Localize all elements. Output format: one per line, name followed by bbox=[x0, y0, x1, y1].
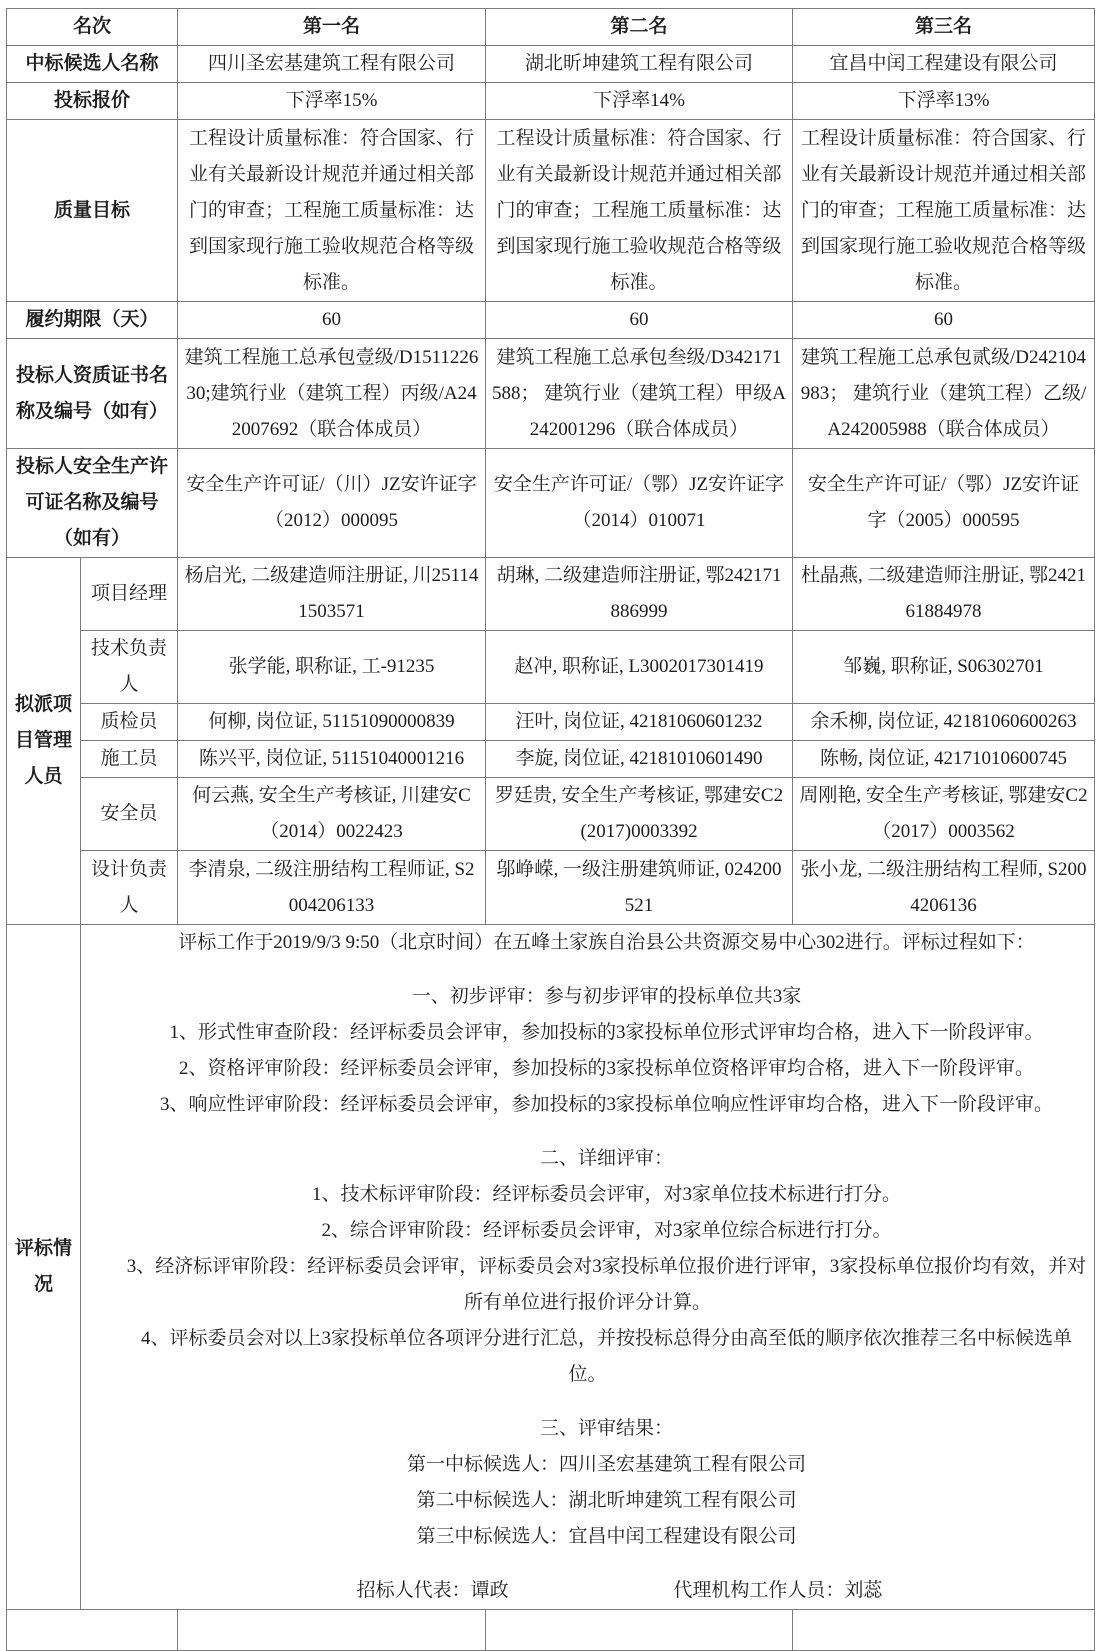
quality-label: 质量目标 bbox=[7, 120, 178, 302]
rank-col-second: 第二名 bbox=[486, 9, 793, 46]
qualification-value-1: 建筑工程施工总承包壹级/D151122630;建筑行业（建筑工程）丙级/A242007692（联合体成员） bbox=[178, 339, 486, 449]
personnel-role-builder: 施工员 bbox=[81, 741, 178, 778]
quality-value-3: 工程设计质量标准：符合国家、行业有关最新设计规范并通过相关部门的审查；工程施工质量标准：达到国家现行施工验收规范合格等级标准。 bbox=[793, 120, 1095, 302]
rank-col-third: 第三名 bbox=[793, 9, 1095, 46]
evaluation-blank-line bbox=[87, 961, 1088, 979]
table-row bbox=[7, 9, 1095, 46]
bid-price-value-2: 下浮率14% bbox=[486, 83, 793, 120]
table-row bbox=[7, 558, 1095, 631]
table-row bbox=[7, 83, 1095, 120]
evaluation-blank-line bbox=[87, 1393, 1088, 1411]
personnel-role-safety: 安全员 bbox=[81, 778, 178, 851]
qualification-value-3: 建筑工程施工总承包贰级/D242104983； 建筑行业（建筑工程）乙级/A242005988（联合体成员） bbox=[793, 339, 1095, 449]
personnel-safety-value-1: 何云燕, 安全生产考核证, 川建安C（2014）0022423 bbox=[178, 778, 486, 851]
quality-value-2: 工程设计质量标准：符合国家、行业有关最新设计规范并通过相关部门的审查；工程施工质量标准：达到国家现行施工验收规范合格等级标准。 bbox=[486, 120, 793, 302]
evaluation-line: 第二中标候选人：湖北昕坤建筑工程有限公司 bbox=[416, 1490, 797, 1511]
bid-price-label: 投标报价 bbox=[7, 83, 178, 120]
bidder-representative: 招标人代表：谭政 bbox=[356, 1580, 509, 1601]
evaluation-line: 1、形式性审查阶段：经评标委员会评审，参加投标的3家投标单位形式评审均合格，进入下一阶段评审。 bbox=[169, 1022, 1044, 1043]
personnel-qc-value-1: 何柳, 岗位证, 51151090000839 bbox=[178, 704, 486, 741]
table-row bbox=[7, 339, 1095, 449]
table-row bbox=[7, 302, 1095, 339]
personnel-builder-value-2: 李旋, 岗位证, 42181010601490 bbox=[486, 741, 793, 778]
personnel-role-tech-lead: 技术负责人 bbox=[81, 631, 178, 704]
partial-next-row bbox=[7, 1610, 1095, 1651]
evaluation-blank-line bbox=[87, 1555, 1088, 1573]
personnel-qc-value-3: 余禾柳, 岗位证, 42181060600263 bbox=[793, 704, 1095, 741]
duration-label: 履约期限（天） bbox=[7, 302, 178, 339]
personnel-tech-value-3: 邹巍, 职称证, S06302701 bbox=[793, 631, 1095, 704]
candidate-value-2: 湖北昕坤建筑工程有限公司 bbox=[486, 46, 793, 83]
evaluation-line: 3、响应性评审阶段：经评标委员会评审，参加投标的3家投标单位响应性评审均合格，进入下一阶段评审。 bbox=[160, 1094, 1054, 1115]
evaluation-line: 3、经济标评审阶段：经评标委员会评审，评标委员会对3家投标单位报价进行评审，3家投标单位报价均有效，并对所有单位进行报价评分计算。 bbox=[126, 1256, 1087, 1313]
agency-staff: 代理机构工作人员：刘蕊 bbox=[673, 1580, 883, 1601]
personnel-qc-value-2: 汪叶, 岗位证, 42181060601232 bbox=[486, 704, 793, 741]
rank-label: 名次 bbox=[7, 9, 178, 46]
evaluation-line: 1、技术标评审阶段：经评标委员会评审，对3家单位技术标进行打分。 bbox=[312, 1184, 902, 1205]
evaluation-footer-line bbox=[87, 1573, 1088, 1609]
table-row bbox=[7, 46, 1095, 83]
evaluation-line: 2、资格评审阶段：经评标委员会评审，参加投标的3家投标单位资格评审均合格，进入下一阶段评审。 bbox=[179, 1058, 1035, 1079]
evaluation-blank-line bbox=[87, 1123, 1088, 1141]
table-row bbox=[7, 120, 1095, 302]
personnel-manager-value-1: 杨启光, 二级建造师注册证, 川251141503571 bbox=[178, 558, 486, 631]
evaluation-line: 4、评标委员会对以上3家投标单位各项评分进行汇总，并按投标总得分由高至低的顺序依次推荐三名中标候选单位。 bbox=[141, 1328, 1073, 1385]
safety-license-label: 投标人安全生产许可证名称及编号（如有） bbox=[7, 449, 178, 558]
partial-next-row-cell bbox=[486, 1610, 793, 1651]
candidate-value-3: 宜昌中闰工程建设有限公司 bbox=[793, 46, 1095, 83]
personnel-manager-value-2: 胡琳, 二级建造师注册证, 鄂242171886999 bbox=[486, 558, 793, 631]
table-row bbox=[7, 449, 1095, 558]
partial-next-row-cell bbox=[7, 1610, 178, 1651]
personnel-role-design-lead: 设计负责人 bbox=[81, 851, 178, 925]
bid-price-value-1: 下浮率15% bbox=[178, 83, 486, 120]
evaluation-label: 评标情况 bbox=[7, 925, 81, 1610]
evaluation-content bbox=[81, 925, 1095, 1610]
qualification-label: 投标人资质证书名称及编号（如有） bbox=[7, 339, 178, 449]
personnel-builder-value-3: 陈畅, 岗位证, 42171010600745 bbox=[793, 741, 1095, 778]
personnel-role-qc: 质检员 bbox=[81, 704, 178, 741]
personnel-design-value-2: 邬峥嵘, 一级注册建筑师证, 024200521 bbox=[486, 851, 793, 925]
table-row bbox=[7, 778, 1095, 851]
evaluation-line: 2、综合评审阶段：经评标委员会评审，对3家单位综合标进行打分。 bbox=[321, 1220, 892, 1241]
rank-col-first: 第一名 bbox=[178, 9, 486, 46]
personnel-safety-value-3: 周刚艳, 安全生产考核证, 鄂建安C2（2017）0003562 bbox=[793, 778, 1095, 851]
candidate-label: 中标候选人名称 bbox=[7, 46, 178, 83]
personnel-safety-value-2: 罗廷贵, 安全生产考核证, 鄂建安C2(2017)0003392 bbox=[486, 778, 793, 851]
bid-price-value-3: 下浮率13% bbox=[793, 83, 1095, 120]
duration-value-1: 60 bbox=[178, 302, 486, 339]
bid-result-table bbox=[6, 8, 1095, 1651]
table-row bbox=[7, 925, 1095, 1610]
personnel-role-manager: 项目经理 bbox=[81, 558, 178, 631]
personnel-builder-value-1: 陈兴平, 岗位证, 51151040001216 bbox=[178, 741, 486, 778]
evaluation-line: 第三中标候选人：宜昌中闰工程建设有限公司 bbox=[416, 1526, 797, 1547]
table-row bbox=[7, 851, 1095, 925]
evaluation-line: 第一中标候选人：四川圣宏基建筑工程有限公司 bbox=[407, 1454, 807, 1475]
safety-license-value-1: 安全生产许可证/（川）JZ安许证字（2012）000095 bbox=[178, 449, 486, 558]
partial-next-row-cell bbox=[793, 1610, 1095, 1651]
candidate-value-1: 四川圣宏基建筑工程有限公司 bbox=[178, 46, 486, 83]
evaluation-line: 二、详细评审： bbox=[540, 1148, 674, 1169]
personnel-tech-value-2: 赵冲, 职称证, L3002017301419 bbox=[486, 631, 793, 704]
safety-license-value-2: 安全生产许可证/（鄂）JZ安许证字（2014）010071 bbox=[486, 449, 793, 558]
qualification-value-2: 建筑工程施工总承包叁级/D342171588； 建筑行业（建筑工程）甲级A242001296（联合体成员） bbox=[486, 339, 793, 449]
evaluation-line: 一、初步评审：参与初步评审的投标单位共3家 bbox=[411, 986, 802, 1007]
table-row bbox=[7, 704, 1095, 741]
personnel-tech-value-1: 张学能, 职称证, 工-91235 bbox=[178, 631, 486, 704]
partial-next-row-cell bbox=[178, 1610, 486, 1651]
personnel-manager-value-3: 杜晶燕, 二级建造师注册证, 鄂242161884978 bbox=[793, 558, 1095, 631]
quality-value-1: 工程设计质量标准：符合国家、行业有关最新设计规范并通过相关部门的审查；工程施工质量标准：达到国家现行施工验收规范合格等级标准。 bbox=[178, 120, 486, 302]
personnel-design-value-3: 张小龙, 二级注册结构工程师, S2004206136 bbox=[793, 851, 1095, 925]
duration-value-3: 60 bbox=[793, 302, 1095, 339]
evaluation-line: 三、评审结果： bbox=[540, 1418, 674, 1439]
personnel-design-value-1: 李清泉, 二级注册结构工程师证, S2004206133 bbox=[178, 851, 486, 925]
evaluation-line: 评标工作于2019/9/3 9:50（北京时间）在五峰土家族自治县公共资源交易中心302进行。评标过程如下： bbox=[178, 932, 1035, 953]
table-row bbox=[7, 741, 1095, 778]
personnel-group-label: 拟派项目管理人员 bbox=[7, 558, 81, 925]
safety-license-value-3: 安全生产许可证/（鄂）JZ安许证字（2005）000595 bbox=[793, 449, 1095, 558]
duration-value-2: 60 bbox=[486, 302, 793, 339]
table-row bbox=[7, 631, 1095, 704]
